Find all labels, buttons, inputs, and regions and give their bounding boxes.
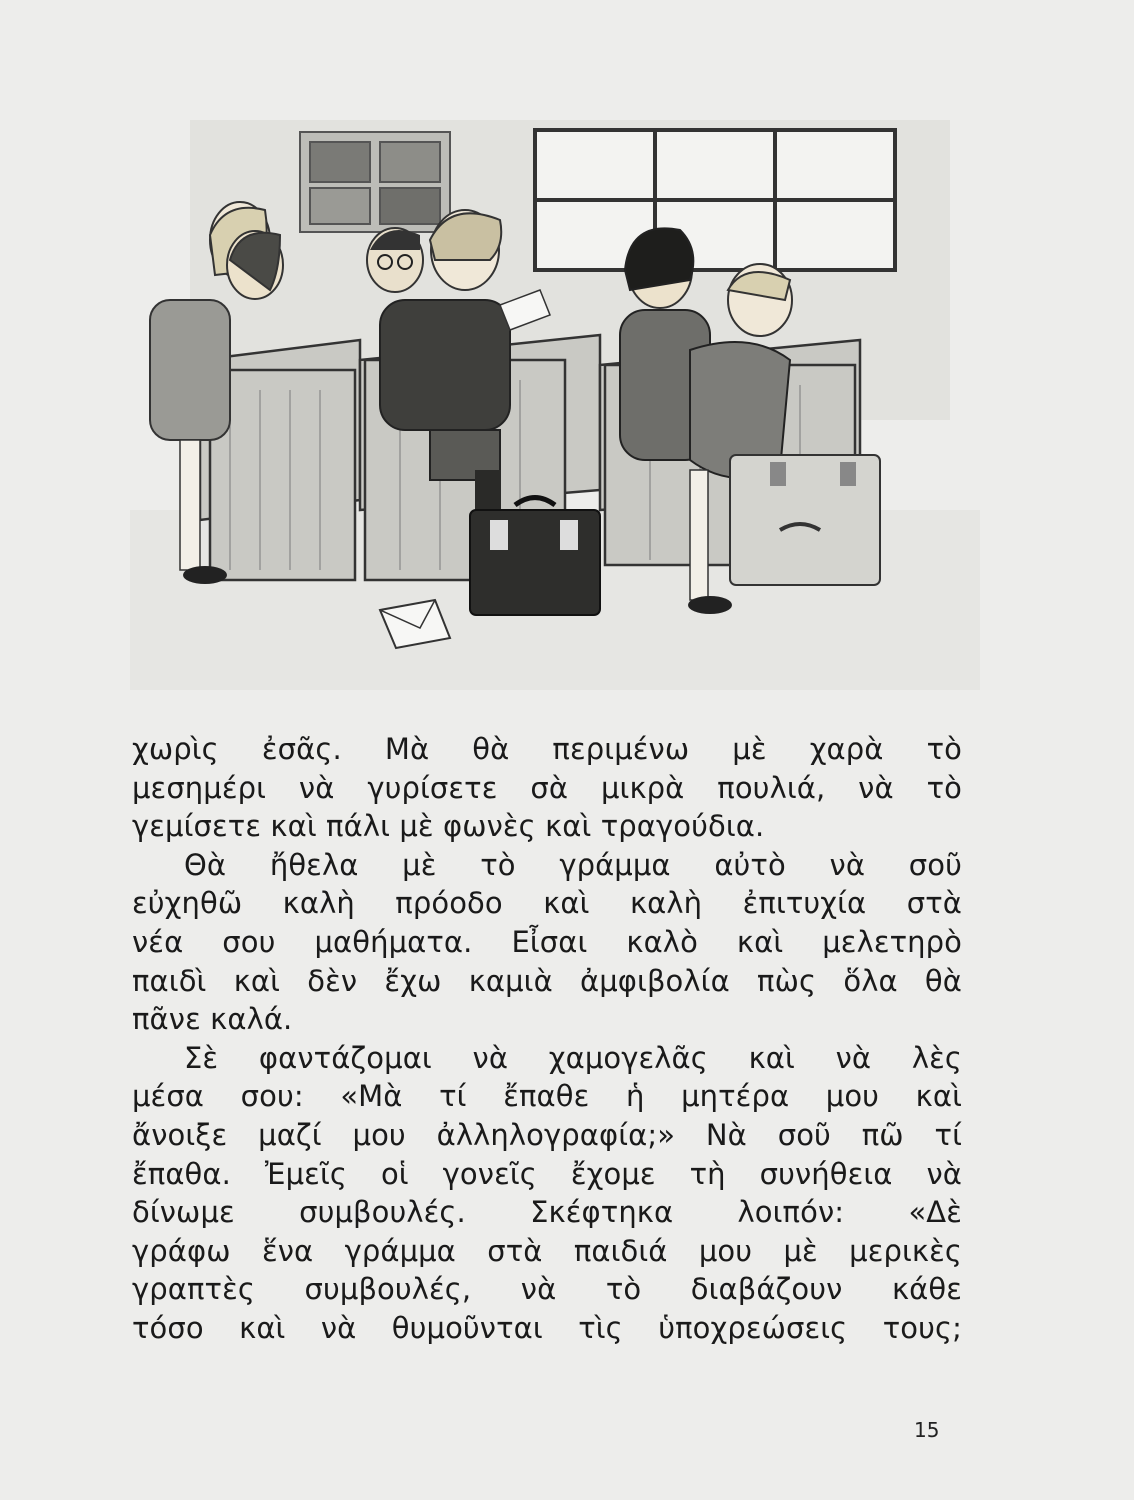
schoolbag-light bbox=[730, 455, 880, 585]
text-line: ἔπαθα. Ἐμεῖς οἱ γονεῖς ἔχομε τὴ συνήθεια νὰ bbox=[132, 1156, 962, 1191]
classroom-illustration-icon bbox=[130, 110, 980, 690]
text-line: Θὰ ἤθελα μὲ τὸ γράμμα αὐτὸ νὰ σοῦ bbox=[184, 847, 962, 882]
text-line: παιδὶ καὶ δὲν ἔχω καμιὰ ἀμφιβολία πὼς ὅλα θὰ bbox=[132, 963, 962, 998]
child-girl-second bbox=[227, 231, 283, 299]
text-line: εὐχηθῶ καλὴ πρόοδο καὶ καλὴ ἐπιτυχία στὰ bbox=[132, 886, 962, 921]
text-line: χωρὶς ἐσᾶς. Μὰ θὰ περιμένω μὲ χαρὰ τὸ bbox=[132, 732, 962, 766]
text-line: τόσο καὶ νὰ θυμοῦνται τὶς ὑποχρεώσεις τους; bbox=[132, 1310, 962, 1345]
text-line: πᾶνε καλά. bbox=[132, 1002, 293, 1037]
text-line: Σὲ φαντάζομαι νὰ χαμογελᾶς καὶ νὰ λὲς bbox=[184, 1040, 962, 1075]
child-boy-glasses bbox=[367, 228, 423, 292]
text-line: δίνωμε συμβουλές. Σκέφτηκα λοιπόν: «Δὲ bbox=[132, 1195, 962, 1230]
text-line: γεμίσετε καὶ πάλι μὲ φωνὲς καὶ τραγούδια. bbox=[132, 809, 765, 844]
text-line: μεσημέρι νὰ γυρίσετε σὰ μικρὰ πουλιά, νὰ τὸ bbox=[132, 770, 962, 805]
schoolbag-dark bbox=[470, 498, 600, 616]
text-line: ἄνοιξε μαζί μου ἀλληλογραφία;» Νὰ σοῦ πῶ τί bbox=[132, 1117, 962, 1152]
page-number: 15 bbox=[914, 1418, 940, 1442]
text-line: μέσα σου: «Μὰ τί ἔπαθε ἡ μητέρα μου καὶ bbox=[132, 1079, 962, 1114]
body-text bbox=[132, 730, 962, 1348]
window bbox=[535, 130, 895, 270]
text-line: νέα σου μαθήματα. Εἶσαι καλὸ καὶ μελετηρὸ bbox=[132, 924, 962, 959]
wall-picture bbox=[300, 132, 450, 232]
text-line: γραπτὲς συμβουλές, νὰ τὸ διαβάζουν κάθε bbox=[132, 1272, 962, 1307]
text-line: γράφω ἕνα γράμμα στὰ παιδιά μου μὲ μερικὲς bbox=[132, 1233, 962, 1268]
